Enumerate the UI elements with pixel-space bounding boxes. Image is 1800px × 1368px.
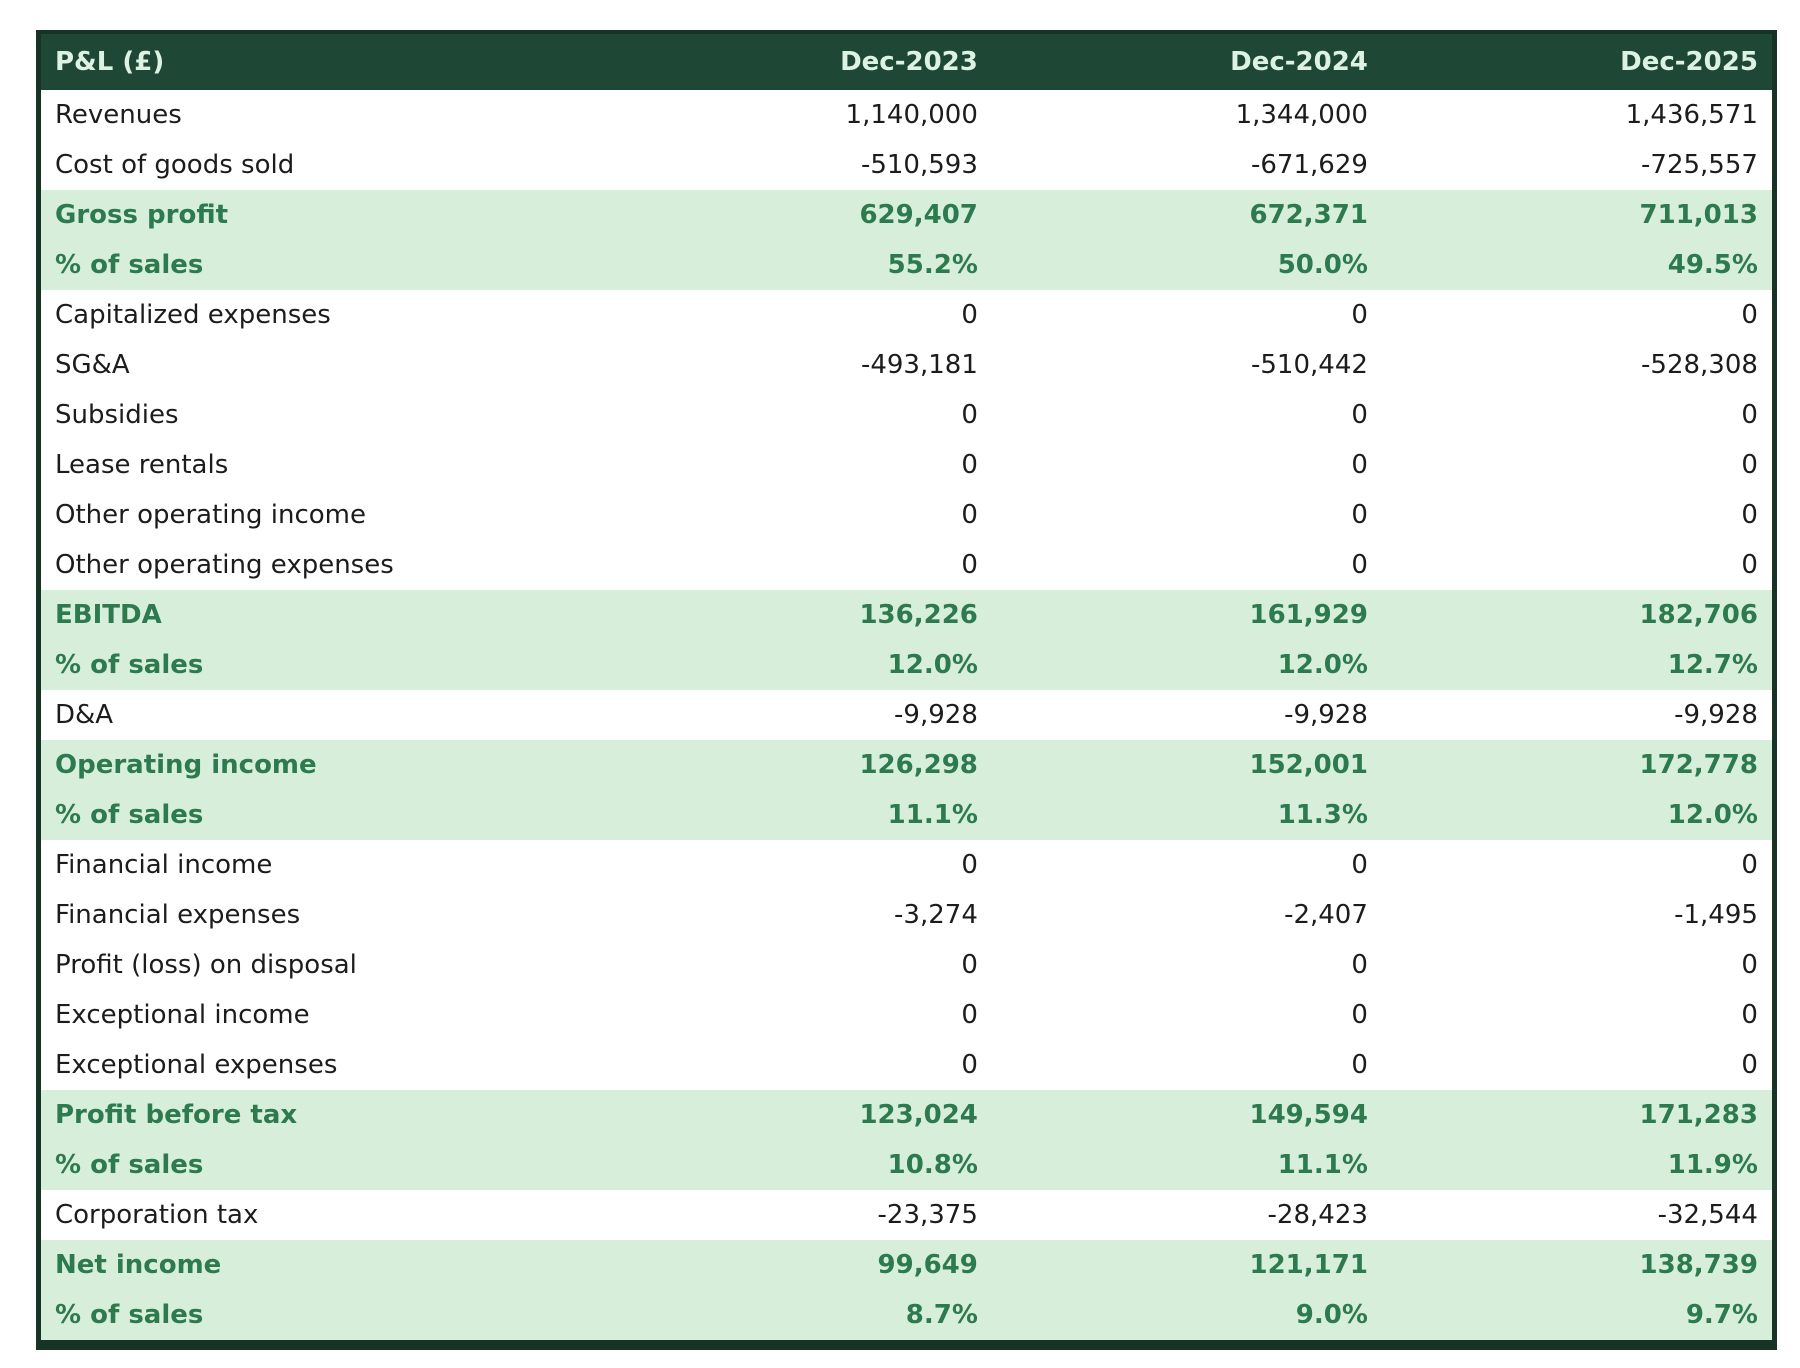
row-value: -3,274 xyxy=(894,900,978,930)
row-value: -23,375 xyxy=(877,1200,978,1230)
row-value: -1,495 xyxy=(1674,900,1758,930)
row-value: 11.1% xyxy=(887,800,978,830)
row-value: -2,407 xyxy=(1284,900,1368,930)
row-value: 10.8% xyxy=(887,1150,978,1180)
row-value: 0 xyxy=(961,400,978,430)
row-label: % of sales xyxy=(55,1300,204,1330)
table-header-row xyxy=(41,34,1772,90)
table-body xyxy=(41,90,1772,1340)
table-row xyxy=(41,90,1772,140)
row-value: 0 xyxy=(1741,1000,1758,1030)
table-row xyxy=(41,490,1772,540)
table-row xyxy=(41,1090,1772,1140)
pnl-table xyxy=(36,30,1777,1350)
row-value: 152,001 xyxy=(1249,750,1368,780)
column-header-dec-2025: Dec-2025 xyxy=(1620,47,1758,77)
row-label: Other operating income xyxy=(55,500,367,530)
row-value: 0 xyxy=(961,450,978,480)
row-value: 0 xyxy=(1351,450,1368,480)
row-value: 0 xyxy=(1351,550,1368,580)
row-value: -9,928 xyxy=(894,700,978,730)
row-value: 0 xyxy=(961,950,978,980)
table-row xyxy=(41,440,1772,490)
row-value: 629,407 xyxy=(859,200,978,230)
row-value: 0 xyxy=(1351,1000,1368,1030)
row-value: 711,013 xyxy=(1639,200,1758,230)
row-label: Other operating expenses xyxy=(55,550,394,580)
row-value: 0 xyxy=(1741,300,1758,330)
row-value: 0 xyxy=(961,1050,978,1080)
table-row xyxy=(41,340,1772,390)
row-label: Capitalized expenses xyxy=(55,300,331,330)
row-value: 55.2% xyxy=(887,250,978,280)
row-label: % of sales xyxy=(55,1150,204,1180)
row-value: 12.7% xyxy=(1667,650,1758,680)
row-value: 149,594 xyxy=(1249,1100,1368,1130)
row-label: EBITDA xyxy=(55,600,162,630)
row-value: 12.0% xyxy=(1277,650,1368,680)
row-value: 126,298 xyxy=(859,750,978,780)
table-row xyxy=(41,690,1772,740)
row-value: 0 xyxy=(1351,850,1368,880)
row-value: 0 xyxy=(1741,1050,1758,1080)
row-label: Corporation tax xyxy=(55,1200,259,1230)
row-value: 0 xyxy=(1351,1050,1368,1080)
row-value: 0 xyxy=(1741,950,1758,980)
row-value: 136,226 xyxy=(859,600,978,630)
row-value: -32,544 xyxy=(1657,1200,1758,1230)
table-row xyxy=(41,1140,1772,1190)
column-header-dec-2024: Dec-2024 xyxy=(1230,47,1368,77)
row-value: 0 xyxy=(1351,500,1368,530)
row-value: 1,436,571 xyxy=(1625,100,1758,130)
table-row xyxy=(41,390,1772,440)
row-value: -9,928 xyxy=(1284,700,1368,730)
row-value: 50.0% xyxy=(1277,250,1368,280)
row-value: -28,423 xyxy=(1267,1200,1368,1230)
table-row xyxy=(41,240,1772,290)
table-row xyxy=(41,640,1772,690)
row-value: -493,181 xyxy=(860,350,978,380)
table-row xyxy=(41,740,1772,790)
row-label: Operating income xyxy=(55,750,317,780)
row-label: % of sales xyxy=(55,800,204,830)
column-header-dec-2023: Dec-2023 xyxy=(840,47,978,77)
table-row xyxy=(41,890,1772,940)
table-row xyxy=(41,540,1772,590)
row-value: -510,442 xyxy=(1251,350,1368,380)
row-value: 0 xyxy=(961,500,978,530)
row-value: -671,629 xyxy=(1251,150,1368,180)
row-value: 0 xyxy=(961,1000,978,1030)
row-value: 138,739 xyxy=(1639,1250,1758,1280)
row-value: 0 xyxy=(1741,500,1758,530)
row-value: 12.0% xyxy=(1667,800,1758,830)
row-value: -725,557 xyxy=(1641,150,1758,180)
row-label: Financial income xyxy=(55,850,273,880)
row-value: 1,140,000 xyxy=(845,100,978,130)
row-value: 11.3% xyxy=(1277,800,1368,830)
table-row xyxy=(41,140,1772,190)
row-label: % of sales xyxy=(55,650,204,680)
row-value: 0 xyxy=(1741,850,1758,880)
row-label: % of sales xyxy=(55,250,204,280)
row-value: 0 xyxy=(961,300,978,330)
row-label: Revenues xyxy=(55,100,182,130)
row-value: 0 xyxy=(1741,550,1758,580)
row-label: Profit before tax xyxy=(55,1100,298,1130)
row-value: -510,593 xyxy=(860,150,978,180)
row-label: SG&A xyxy=(55,350,130,380)
row-value: 11.9% xyxy=(1667,1150,1758,1180)
row-value: 0 xyxy=(1351,400,1368,430)
row-label: Lease rentals xyxy=(55,450,229,480)
row-value: 171,283 xyxy=(1639,1100,1758,1130)
row-value: 123,024 xyxy=(859,1100,978,1130)
row-value: 0 xyxy=(1351,300,1368,330)
row-value: 99,649 xyxy=(877,1250,978,1280)
row-label: Exceptional expenses xyxy=(55,1050,338,1080)
row-value: 9.0% xyxy=(1295,1300,1368,1330)
row-value: -528,308 xyxy=(1641,350,1758,380)
row-label: Subsidies xyxy=(55,400,179,430)
row-value: 121,171 xyxy=(1249,1250,1368,1280)
row-value: 9.7% xyxy=(1685,1300,1758,1330)
row-value: 0 xyxy=(1741,400,1758,430)
table-row xyxy=(41,1290,1772,1340)
row-label: Net income xyxy=(55,1250,222,1280)
table-row xyxy=(41,840,1772,890)
row-value: 12.0% xyxy=(887,650,978,680)
row-value: 172,778 xyxy=(1639,750,1758,780)
row-value: 0 xyxy=(1741,450,1758,480)
row-value: 0 xyxy=(961,850,978,880)
row-value: 11.1% xyxy=(1277,1150,1368,1180)
row-value: 672,371 xyxy=(1249,200,1368,230)
table-row xyxy=(41,590,1772,640)
row-value: 182,706 xyxy=(1639,600,1758,630)
row-label: Exceptional income xyxy=(55,1000,310,1030)
row-value: 1,344,000 xyxy=(1235,100,1368,130)
table-title: P&L (£) xyxy=(55,47,165,77)
row-value: 0 xyxy=(1351,950,1368,980)
row-label: D&A xyxy=(55,700,114,730)
row-label: Cost of goods sold xyxy=(55,150,295,180)
table-row xyxy=(41,1240,1772,1290)
row-label: Financial expenses xyxy=(55,900,301,930)
row-value: 161,929 xyxy=(1249,600,1368,630)
table-row xyxy=(41,290,1772,340)
row-label: Profit (loss) on disposal xyxy=(55,950,357,980)
row-value: 49.5% xyxy=(1667,250,1758,280)
table-row xyxy=(41,940,1772,990)
table-row xyxy=(41,790,1772,840)
table-row xyxy=(41,1040,1772,1090)
table-row xyxy=(41,190,1772,240)
row-label: Gross profit xyxy=(55,200,229,230)
table-row xyxy=(41,990,1772,1040)
table-row xyxy=(41,1190,1772,1240)
row-value: 8.7% xyxy=(905,1300,978,1330)
row-value: -9,928 xyxy=(1674,700,1758,730)
row-value: 0 xyxy=(961,550,978,580)
